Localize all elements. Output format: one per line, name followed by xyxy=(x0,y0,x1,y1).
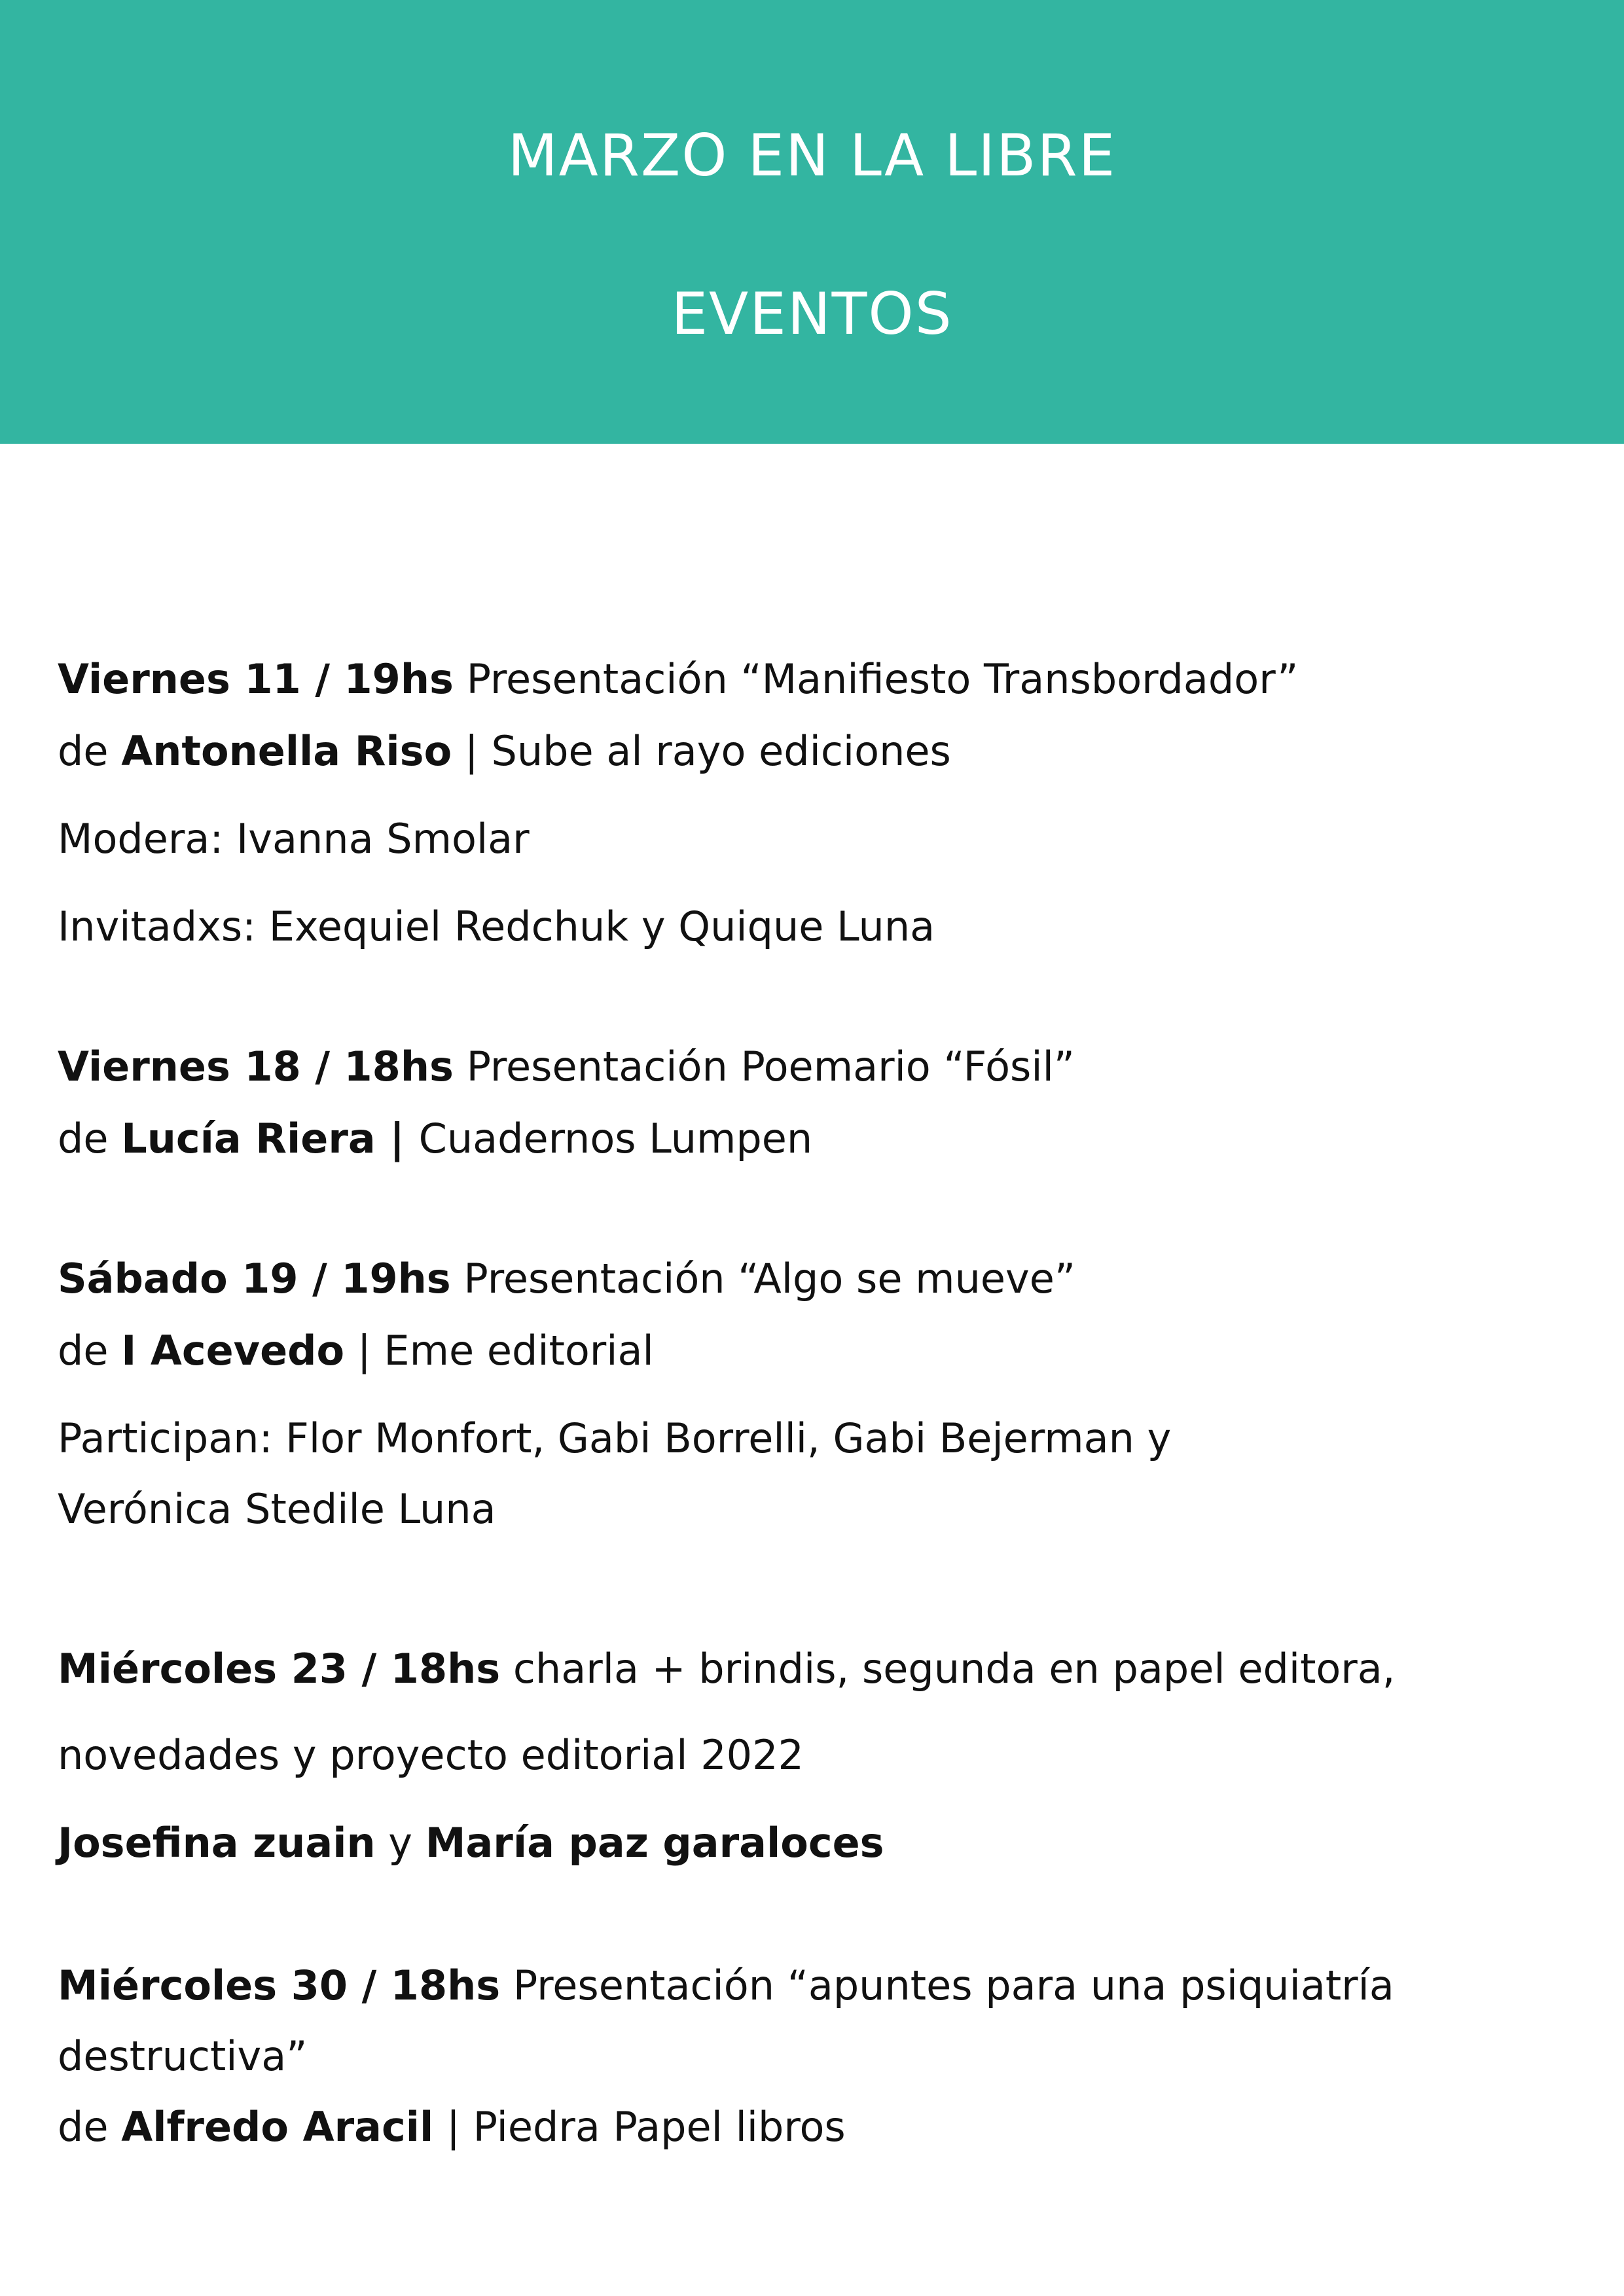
event-5-heading xyxy=(58,1960,1394,2012)
event-3-title: Presentación “Algo se mueve” xyxy=(450,1255,1075,1302)
event-2-publisher: Cuadernos Lumpen xyxy=(418,1115,813,1162)
event-3-participants-line-2: Verónica Stedile Luna xyxy=(58,1485,496,1533)
event-2-date: Viernes 18 / 18hs xyxy=(58,1043,454,1090)
event-1-heading xyxy=(58,653,1298,706)
event-1-date: Viernes 11 / 19hs xyxy=(58,655,454,703)
event-3-publisher: Eme editorial xyxy=(384,1327,654,1374)
event-2-by-prefix: de xyxy=(58,1115,122,1162)
event-5-separator: | xyxy=(433,2103,473,2151)
event-4-person-2: María paz garaloces xyxy=(425,1819,884,1867)
event-5-author: Alfredo Aracil xyxy=(121,2103,434,2151)
event-4-title-line-2: novedades y proyecto editorial 2022 xyxy=(58,1731,804,1779)
event-4-date: Miércoles 23 / 18hs xyxy=(58,1645,501,1693)
event-4-conj: y xyxy=(375,1819,425,1867)
event-4-heading xyxy=(58,1643,1396,1695)
event-3-separator: | xyxy=(344,1327,384,1374)
event-3-date: Sábado 19 / 19hs xyxy=(58,1255,451,1302)
event-4-title: charla + brindis, segunda en papel editora, xyxy=(500,1645,1396,1693)
event-4-people xyxy=(58,1817,884,1869)
event-3-heading xyxy=(58,1253,1075,1305)
event-3-by-prefix: de xyxy=(58,1327,122,1374)
event-5-title-line-2: destructiva” xyxy=(58,2032,308,2080)
event-2-byline xyxy=(58,1113,812,1165)
event-1-publisher: Sube al rayo ediciones xyxy=(491,727,951,775)
event-1-by-prefix: de xyxy=(58,727,122,775)
header-banner xyxy=(0,0,1624,444)
event-1-author: Antonella Riso xyxy=(121,727,452,775)
event-1-title: Presentación “Manifiesto Transbordador” xyxy=(453,655,1299,703)
event-1-moderator: Modera: Ivanna Smolar xyxy=(58,815,530,863)
title-line-1: MARZO EN LA LIBRE xyxy=(507,122,1117,189)
event-3-byline xyxy=(58,1325,654,1377)
event-2-author: Lucía Riera | xyxy=(121,1115,419,1162)
event-3-participants-line-1: Participan: Flor Monfort, Gabi Borrelli, Gabi Bejerman y xyxy=(58,1414,1172,1462)
event-5-date: Miércoles 30 / 18hs xyxy=(58,1962,501,2009)
event-4-person-1: Josefina zuain xyxy=(58,1819,376,1867)
event-2-heading xyxy=(58,1041,1075,1093)
title-line-2: EVENTOS xyxy=(671,280,953,348)
event-1-byline xyxy=(58,725,951,778)
event-1-separator: | xyxy=(452,727,492,775)
event-5-title: Presentación “apuntes para una psiquiatría xyxy=(500,1962,1394,2009)
event-5-byline xyxy=(58,2101,846,2153)
event-3-author: I Acevedo xyxy=(121,1327,345,1374)
event-1-guests: Invitadxs: Exequiel Redchuk y Quique Luna xyxy=(58,903,935,950)
event-5-by-prefix: de xyxy=(58,2103,122,2151)
event-2-title: Presentación Poemario “Fósil” xyxy=(453,1043,1075,1090)
event-5-publisher: Piedra Papel libros xyxy=(473,2103,846,2151)
